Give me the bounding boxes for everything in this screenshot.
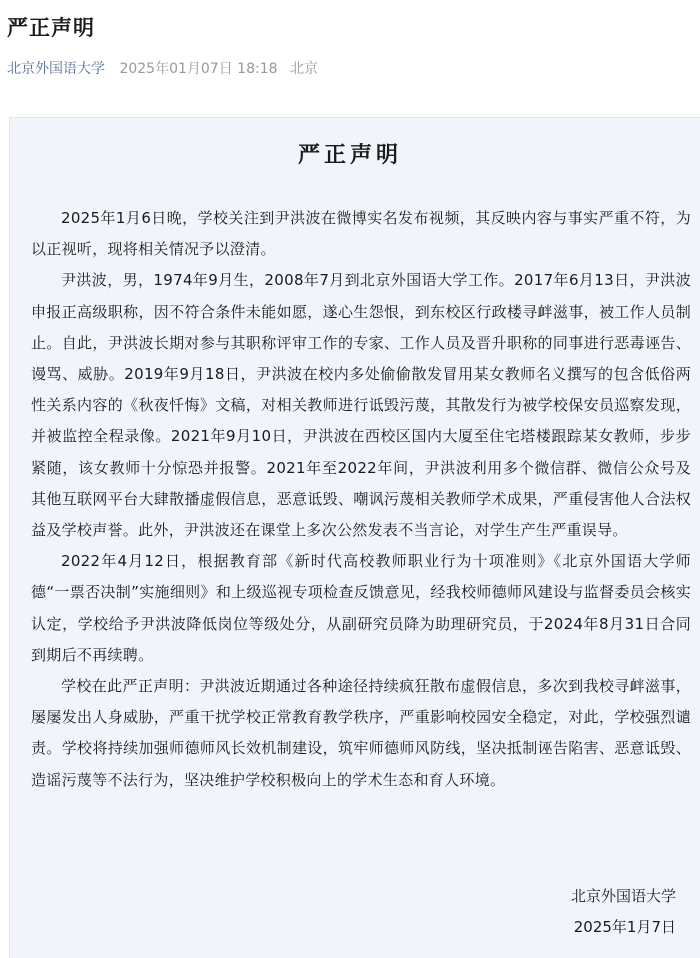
statement-signature	[571, 881, 676, 943]
article-meta	[7, 58, 326, 80]
signature-organization: 北京外国语大学	[570, 887, 676, 905]
publish-date: 2025年01月07日 18:18	[119, 61, 278, 77]
signature-date: 2025年1月7日	[573, 918, 676, 936]
statement-paragraph: 学校在此严正声明：尹洪波近期通过各种途径持续疯狂散布虚假信息，多次到我校寻衅滋事，屡屡发出人身威胁，严重干扰学校正常教育教学秩序，严重影响校园安全稳定，对此，学校强烈谴责。学校将持续加强师德师风长效机制建设，筑牢师德师风防线，坚决抵制诬告陷害、恶意诋毁、造谣污蔑等不法行为，坚决维护学校积极向上的学术生态和育人环境。	[31, 677, 691, 789]
statement-body	[31, 203, 691, 796]
article-title: 严正声明	[7, 16, 95, 40]
publish-location: 北京	[289, 61, 318, 77]
account-name-link[interactable]: 北京外国语大学	[7, 61, 105, 77]
statement-paragraph: 2025年1月6日晚，学校关注到尹洪波在微博实名发布视频，其反映内容与事实严重不符，为以正视听，现将相关情况予以澄清。	[31, 209, 691, 259]
statement-paragraph: 2022年4月12日，根据教育部《新时代高校教师职业行为十项准则》《北京外国语大学师德“一票否决制”实施细则》和上级巡视专项检查反馈意见，经我校师德师风建设与监督委员会核实认定，学校给予尹洪波降低岗位等级处分，从副研究员降为助理研究员，于2024年8月31日合同到期后不再续聘。	[31, 552, 691, 664]
statement-paragraph: 尹洪波，男，1974年9月生，2008年7月到北京外国语大学工作。2017年6月13日，尹洪波申报正高级职称，因不符合条件未能如愿，遂心生怨恨，到东校区行政楼寻衅滋事，被工作人员制止。自此，尹洪波长期对参与其职称评审工作的专家、工作人员及晋升职称的同事进行恶毒诬告、谩骂、威胁。2019年9月18日，尹洪波在校内多处偷偷散发冒用某女教师名义撰写的包含低俗两性关系内容的《秋夜忏悔》文稿，对相关教师进行诋毁污蔑，其散发行为被学校保安员巡察发现，并被监控全程录像。2021年9月10日，尹洪波在西校区国内大厦至住宅塔楼跟踪某女教师，步步紧随，该女教师十分惊恐并报警。2021年至2022年间，尹洪波利用多个微信群、微信公众号及其他互联网平台大肆散播虚假信息，恶意诋毁、嘲讽污蔑相关教师学术成果，严重侵害他人合法权益及学校声誉。此外，尹洪波还在课堂上多次公然发表不当言论，对学生产生严重误导。	[31, 271, 691, 540]
statement-heading: 严正声明	[297, 143, 402, 168]
